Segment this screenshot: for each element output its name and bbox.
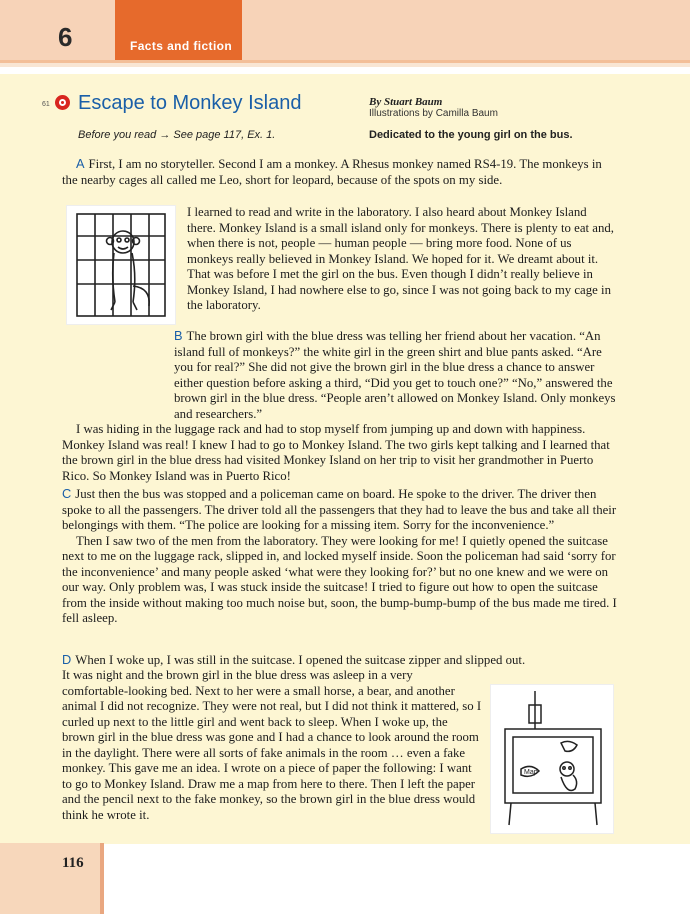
section-d bbox=[62, 652, 617, 669]
section-d-paragraph-1: When I woke up, I was still in the suitcase. I opened the suitcase zipper and slipped out. bbox=[75, 653, 526, 667]
page-number: 116 bbox=[62, 855, 84, 871]
audio-track-number: 61 bbox=[42, 101, 50, 108]
svg-text:Map: Map bbox=[524, 769, 538, 776]
section-letter-b: B bbox=[174, 328, 183, 343]
header-band bbox=[0, 0, 690, 60]
section-d-paragraph-2: It was night and the brown girl in the blue dress was asleep in a very comfortable-looking bed. Next to her were a small horse, a bear, and another animal I did not recognize. They were not real, but I did not think it mattered, so I curled up next to the little girl and went back to sleep. When I woke up, the brown girl in the blue dress was gone and I had a chance to look around the room in the daylight. There were all sorts of fake animals in the room … even a fake monkey. This gave me an idea. I wrote on a piece of paper the following: I want to go to Monkey Island. Draw me a map from here to there. Then I left the paper and the pencil next to the fake monkey, so the brown girl in the blue dress would think he wrote it. bbox=[62, 668, 482, 822]
section-letter-c: C bbox=[62, 486, 72, 501]
section-b-paragraph-1: The brown girl with the blue dress was telling her friend about her vacation. “An island full of monkeys?” the white girl in the green shirt and blue pants asked. “Are you for real?” She did not give the brown girl in the blue dress a chance to answer either question before asking a third, “Did you get to touch one?” “No,” answered the brown girl in the blue dress. “People aren’t allowed on Monkey Island. Only monkeys and researchers.” bbox=[174, 329, 616, 421]
section-c-paragraph-1: Just then the bus was stopped and a policeman came on board. He spoke to the driver. The driver then spoke to all the passengers. The driver told all the passengers that they had to leave the bus and take all their belongings with them. “The police are looking for a missing item. Sorry for the inconvenience.” bbox=[62, 487, 617, 532]
chapter-title: Facts and fiction bbox=[130, 39, 233, 53]
section-c-paragraph-2: Then I saw two of the men from the laboratory. They were looking for me! I quietly opened the suitcase next to me on the luggage rack, slipped in, and locked myself inside. Soon the policeman had said ‘sorry for the inconvenience’ and many people asked ‘what were they looking for?’ but no one knew and we were on our way. Only problem was, I was stuck inside the suitcase! I tried to figure out how to open the suitcase from the inside without making too much noise but, soon, the bump-bump-bump of the bus made me tired. I fell asleep. bbox=[62, 533, 617, 625]
section-b-paragraph-2: I was hiding in the luggage rack and had to stop myself from jumping up and down with happiness. Monkey Island was real! I knew I had to go to Monkey Island. The two girls kept talking and I learned that the brown girl in the blue dress had visited Monkey Island on her trip to visit her grandmother in Puerto Rico. So Monkey Island was in Puerto Rico! bbox=[62, 422, 610, 483]
before-you-read-note: Before you read → See page 117, Ex. 1. bbox=[78, 129, 276, 141]
section-letter-a: A bbox=[76, 156, 85, 171]
caged-monkey-sketch bbox=[66, 205, 176, 325]
section-a bbox=[62, 156, 617, 188]
chapter-number: 6 bbox=[58, 22, 73, 52]
page-number-tab-edge bbox=[100, 843, 104, 914]
caged-monkey-drawing bbox=[67, 206, 175, 324]
section-a-paragraph-2: I learned to read and write in the laboratory. I also heard about Monkey Island there. Monkey Island is a small island only for monkeys. There is plenty to eat and, when there is not, people — human people — bring more food. None of us monkeys really believed in Monkey Island. We hoped for it. We dreamt about it. That was before I met the girl on the bus. Even though I didn’t really believe in Monkey Island, I had nowhere else to go, since I was not going back to my cage in the laboratory. bbox=[187, 205, 614, 312]
page-number-tab bbox=[0, 843, 100, 914]
monkey-and-map-sketch bbox=[490, 684, 614, 834]
story-title: Escape to Monkey Island bbox=[78, 92, 302, 114]
header-divider-light bbox=[0, 63, 690, 67]
monkey-and-map-drawing bbox=[491, 685, 613, 833]
section-c bbox=[62, 486, 617, 627]
section-letter-d: D bbox=[62, 652, 72, 667]
section-b bbox=[62, 328, 617, 484]
illustrations-credit: Illustrations by Camilla Baum bbox=[369, 108, 498, 119]
section-a-paragraph-1: First, I am no storyteller. Second I am a monkey. A Rhesus monkey named RS4-19. The monkeys in the nearby cages all called me Leo, short for leopard, because of the spots on my side. bbox=[62, 157, 602, 187]
dedication: Dedicated to the young girl on the bus. bbox=[369, 129, 573, 141]
audio-cd-icon[interactable] bbox=[55, 95, 70, 110]
byline: By Stuart Baum bbox=[369, 96, 443, 108]
